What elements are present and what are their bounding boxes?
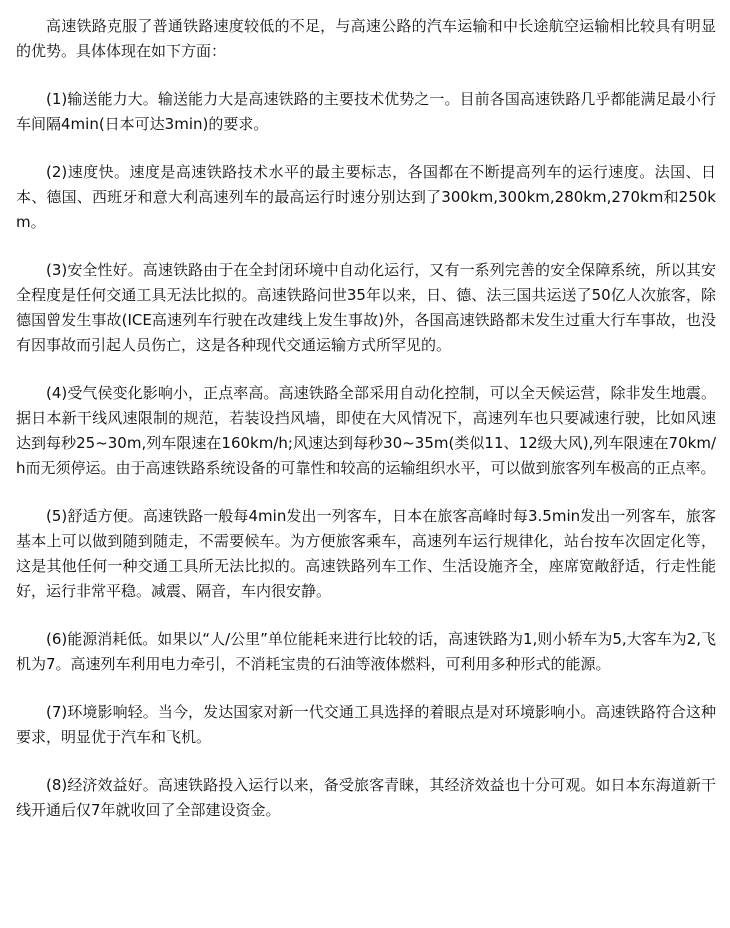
paragraph-energy: (6)能源消耗低。如果以“人/公里”单位能耗来进行比较的话，高速铁路为1,则小轿车为5,大客车为2,飞机为7。高速列车利用电力牵引，不消耗宝贵的石油等液体燃料，可利用多种形式的能源。 bbox=[16, 630, 716, 673]
paragraph-weather-punctuality: (4)受气侯变化影响小，正点率高。高速铁路全部采用自动化控制，可以全天候运营，除非发生地震。据日本新干线风速限制的规范，若装设挡风墙，即使在大风情况下，高速列车也只要减速行驶，比如风速达到每秒25~30m,列车限速在160km/h;风速达到每秒30~35m(类似11、12级大风),列车限速在70km/h而无须停运。由于高速铁路系统设备的可靠性和较高的运输组织水平，可以做到旅客列车极高的正点率。 bbox=[16, 384, 716, 477]
document-body bbox=[16, 14, 716, 823]
paragraph-economics: (8)经济效益好。高速铁路投入运行以来，备受旅客青睐，其经济效益也十分可观。如日本东海道新干线开通后仅7年就收回了全部建设资金。 bbox=[16, 776, 716, 819]
paragraph-speed: (2)速度快。速度是高速铁路技术水平的最主要标志，各国都在不断提高列车的运行速度。法国、日本、德国、西班牙和意大利高速列车的最高运行时速分别达到了300km,300km,280km,270km和250km。 bbox=[16, 163, 716, 231]
paragraph-environment: (7)环境影响轻。当今，发达国家对新一代交通工具选择的着眼点是对环境影响小。高速铁路符合这种要求，明显优于汽车和飞机。 bbox=[16, 703, 716, 746]
paragraph-safety: (3)安全性好。高速铁路由于在全封闭环境中自动化运行，又有一系列完善的安全保障系统，所以其安全程度是任何交通工具无法比拟的。高速铁路问世35年以来，日、德、法三国共运送了50亿人次旅客，除德国曾发生事故(ICE高速列车行驶在改建线上发生事故)外，各国高速铁路都未发生过重大行车事故，也没有因事故而引起人员伤亡，这是各种现代交通运输方式所罕见的。 bbox=[16, 261, 716, 354]
paragraph-comfort: (5)舒适方便。高速铁路一般每4min发出一列客车，日本在旅客高峰时每3.5min发出一列客车，旅客基本上可以做到随到随走，不需要候车。为方便旅客乘车，高速列车运行规律化，站台按车次固定化等，这是其他任何一种交通工具所无法比拟的。高速铁路列车工作、生活设施齐全，座席宽敞舒适，行走性能好，运行非常平稳。减震、隔音，车内很安静。 bbox=[16, 507, 716, 600]
intro-paragraph: 高速铁路克服了普通铁路速度较低的不足，与高速公路的汽车运输和中长途航空运输相比较具有明显的优势。具体体现在如下方面： bbox=[16, 17, 716, 60]
paragraph-transport-capacity: (1)输送能力大。输送能力大是高速铁路的主要技术优势之一。目前各国高速铁路几乎都能满足最小行车间隔4min(日本可达3min)的要求。 bbox=[16, 90, 716, 133]
